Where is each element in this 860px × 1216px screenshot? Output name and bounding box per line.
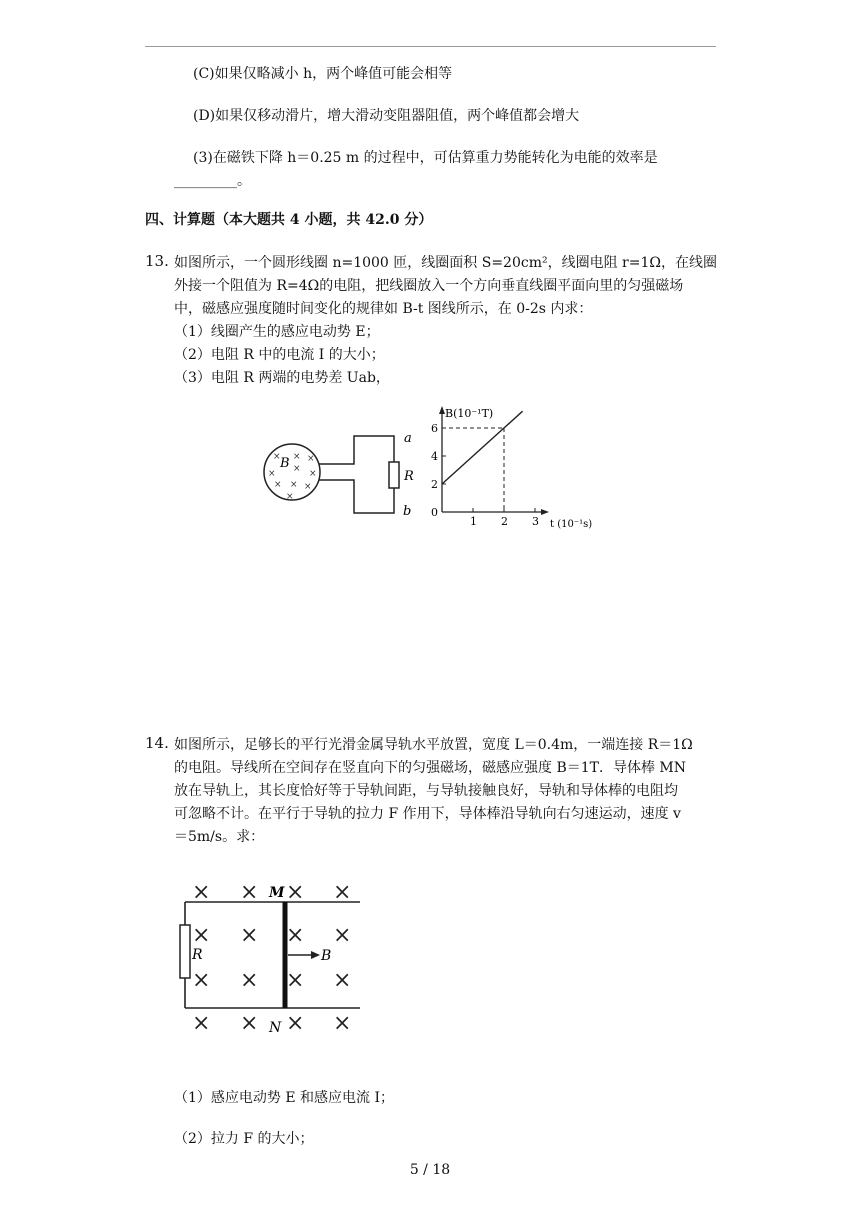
- field-cross: ×: [240, 880, 259, 905]
- q14-line-5: ＝5m/s。求：: [174, 829, 265, 845]
- field-cross: ×: [274, 480, 282, 490]
- field-cross: ×: [309, 469, 317, 479]
- x-tick-label: 3: [532, 515, 539, 528]
- page-number: 5 / 18: [409, 1162, 451, 1178]
- chart-guides: [442, 428, 504, 512]
- rod-label-m: M: [269, 885, 285, 901]
- option-d: (D)如果仅移动滑片，增大滑动变阻器阻值，两个峰值都会增大: [193, 108, 580, 124]
- x-tick-label: 2: [501, 515, 508, 528]
- origin-label: 0: [431, 506, 438, 519]
- q13-line-3: 中，磁感应强度随时间变化的规律如 B-t 图线所示，在 0-2s 内求：: [174, 301, 593, 317]
- upper-wire: [319, 436, 394, 464]
- field-cross: ×: [192, 880, 211, 905]
- q13-line-1: 如图所示，一个圆形线圈 n=1000 匝，线圈面积 S=20cm²，线圈电阻 r=1Ω，在线圈: [174, 255, 717, 271]
- resistor: [389, 462, 399, 488]
- q12-part3-text: (3)在磁铁下降 h＝0.25 m 的过程中，可估算重力势能转化为电能的效率是: [193, 150, 658, 166]
- field-cross: ×: [273, 452, 281, 462]
- chart-series: [442, 411, 523, 484]
- question-number-13: 13.: [145, 252, 169, 270]
- field-cross: ×: [286, 968, 305, 993]
- lower-wire: [319, 480, 394, 513]
- q14-sub-1: （1）感应电动势 E 和感应电流 I；: [174, 1090, 395, 1106]
- x-axis-label: t (10⁻¹s): [550, 519, 593, 530]
- q13-line-2: 外接一个阻值为 R=4Ω的电阻，把线圈放入一个方向垂直线圈平面向里的匀强磁场: [174, 278, 684, 294]
- field-cross: ×: [240, 1011, 259, 1036]
- field-cross: ×: [192, 968, 211, 993]
- header-rule: [145, 46, 716, 47]
- field-cross: ×: [290, 480, 298, 490]
- question-number-14: 14.: [145, 734, 169, 752]
- q12-part3-blank: _________。: [174, 173, 251, 189]
- resistor: [180, 925, 190, 978]
- arrow-label-b: B: [321, 948, 332, 964]
- q14-line-4: 可忽略不计。在平行于导轨的拉力 F 作用下，导体棒沿导轨向右匀速运动，速度 v: [174, 806, 681, 822]
- field-cross: ×: [240, 968, 259, 993]
- y-tick-label: 6: [431, 422, 438, 435]
- q14-rail-figure: [170, 875, 370, 1040]
- field-cross: ×: [333, 880, 352, 905]
- field-cross: ×: [240, 923, 259, 948]
- field-cross: ×: [333, 923, 352, 948]
- resistor-label-r: R: [192, 947, 203, 963]
- rod-label-n: N: [269, 1020, 282, 1036]
- q13-coil-circuit-figure: [262, 425, 422, 520]
- field-cross: ×: [293, 464, 301, 474]
- q14-line-2: 的电阻。导线所在空间存在竖直向下的匀强磁场，磁感应强度 B＝1T．导体棒 MN: [174, 760, 687, 776]
- q13-sub-3: （3）电阻 R 两端的电势差 Uab，: [174, 370, 390, 386]
- q13-sub-2: （2）电阻 R 中的电流 I 的大小；: [174, 347, 385, 363]
- field-cross: ×: [286, 492, 294, 502]
- field-cross: ×: [293, 452, 301, 462]
- b-t-chart: [425, 400, 600, 533]
- q13-sub-1: （1）线圈产生的感应电动势 E；: [174, 324, 380, 340]
- x-axis-arrow: [541, 509, 549, 515]
- field-cross: ×: [192, 1011, 211, 1036]
- q14-line-1: 如图所示，足够长的平行光滑金属导轨水平放置，宽度 L＝0.4m，一端连接 R＝1Ω: [174, 737, 693, 753]
- velocity-arrow-head: [311, 951, 320, 959]
- section-heading: 四、计算题（本大题共 4 小题，共 42.0 分）: [145, 212, 433, 228]
- resistor-label: R: [404, 469, 414, 484]
- terminal-a-label: a: [404, 431, 412, 446]
- x-tick-label: 1: [470, 515, 477, 528]
- q14-line-3: 放在导轨上，其长度恰好等于导轨间距，与导轨接触良好，导轨和导体棒的电阻均: [174, 783, 678, 799]
- option-c: (C)如果仅略减小 h，两个峰值可能会相等: [193, 66, 453, 82]
- field-cross: ×: [286, 880, 305, 905]
- terminal-b-label: b: [403, 504, 412, 519]
- y-tick-label: 2: [431, 478, 438, 491]
- y-axis-label: B(10⁻¹T): [445, 407, 494, 420]
- field-cross: ×: [304, 482, 312, 492]
- field-cross: ×: [192, 923, 211, 948]
- field-cross: ×: [286, 1011, 305, 1036]
- field-cross: ×: [286, 923, 305, 948]
- field-cross: ×: [333, 968, 352, 993]
- field-cross: ×: [333, 1011, 352, 1036]
- b-t-series-line: [442, 411, 523, 484]
- field-cross: ×: [307, 454, 315, 464]
- coil-label-b: B: [280, 456, 290, 471]
- y-tick-label: 4: [431, 450, 438, 463]
- field-cross: ×: [268, 469, 276, 479]
- q14-sub-2: （2）拉力 F 的大小；: [174, 1131, 314, 1147]
